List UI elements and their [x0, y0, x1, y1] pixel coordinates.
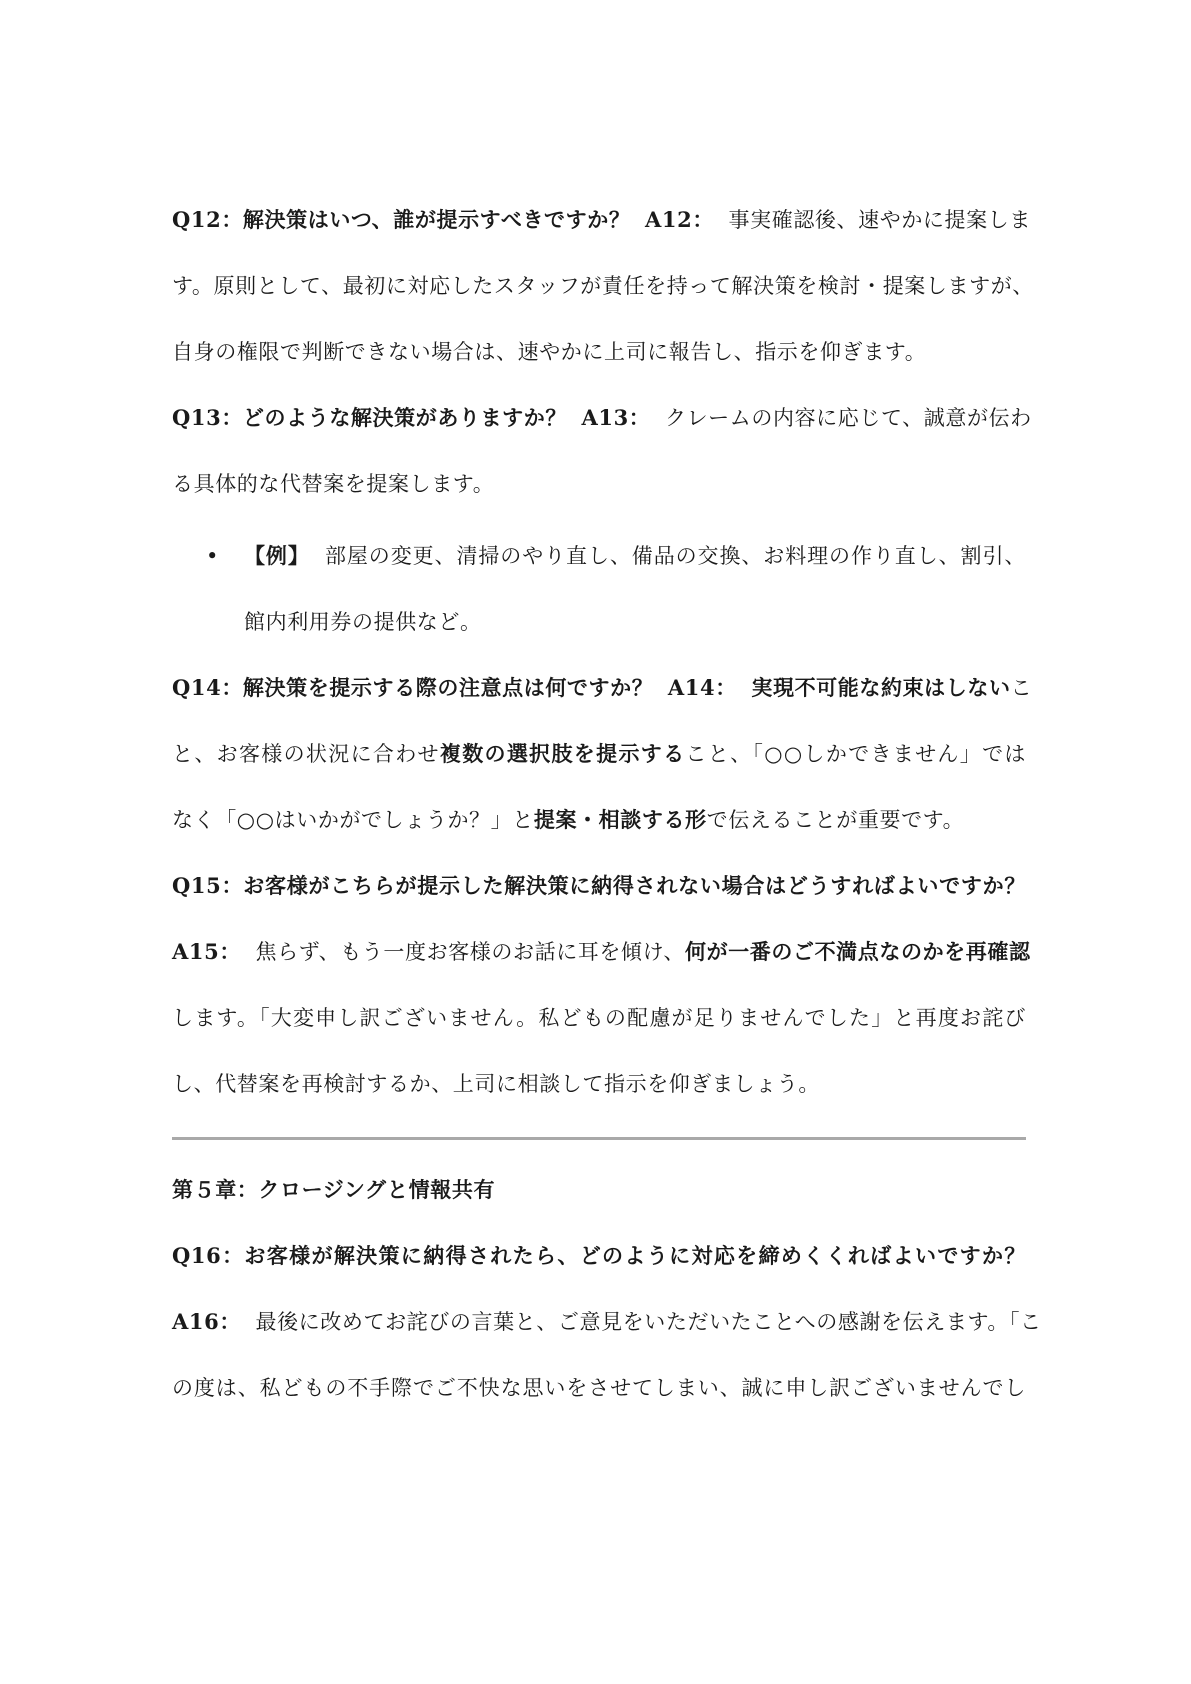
q15-line-3: し、代替案を再検討するか、上司に相談して指示を仰ぎましょう。 — [172, 1072, 820, 1096]
q12-answer-label: A12： — [645, 207, 714, 232]
bullet-dot: • — [206, 544, 219, 568]
q14-answer-tail: こ — [1010, 676, 1033, 700]
q12-question: Q12：解決策はいつ、誰が提示すべきですか？ — [172, 207, 631, 232]
q14-answer-bold: 実現不可能な約束はしない — [751, 675, 1011, 700]
q13-bullet-label: 【例】 — [244, 543, 310, 568]
q12-line-3: 自身の権限で判断できない場合は、速やかに上司に報告し、指示を仰ぎます。 — [172, 340, 927, 364]
q13-line-2: る具体的な代替案を提案します。 — [172, 472, 495, 496]
q14-text-bold-2: 提案・相談する形 — [533, 807, 707, 832]
q16-line-1 — [172, 1302, 1042, 1342]
q16-question: Q16：お客様が解決策に納得されたら、どのように対応を締めくくればよいですか？ — [172, 1243, 1026, 1268]
q15-line-2: します。「大変申し訳ございません。私どもの配慮が足りませんでした」と再度お詫び — [172, 1006, 1026, 1030]
q12-line-2: す。原則として、最初に対応したスタッフが責任を持って解決策を検討・提案しますが、 — [172, 274, 1034, 298]
q13-answer-text: クレームの内容に応じて、誠意が伝わ — [664, 406, 1032, 430]
q14-text-b: こと、「○○しかできません」では — [685, 742, 1026, 766]
q14-question: Q14：解決策を提示する際の注意点は何ですか？ — [172, 675, 654, 700]
q15-answer-bold: 何が一番のご不満点なのかを再確認 — [684, 939, 1031, 964]
q16-answer-label: A16： — [172, 1309, 241, 1334]
q12-line-1 — [172, 200, 1031, 240]
q16-line-2: の度は、私どもの不手際でご不快な思いをさせてしまい、誠に申し訳ございませんでし — [172, 1376, 1026, 1400]
q14-text-d: で伝えることが重要です。 — [706, 808, 965, 832]
q13-bullet-line-1 — [244, 536, 1026, 576]
q14-line-2 — [172, 734, 1026, 774]
section-divider — [172, 1137, 1026, 1140]
q14-line-1 — [172, 668, 1033, 708]
q14-text-a: と、お客様の状況に合わせ — [172, 742, 440, 766]
chapter-5-heading: 第５章：クロージングと情報共有 — [172, 1177, 496, 1202]
q15-question: Q15：お客様がこちらが提示した解決策に納得されない場合はどうすればよいですか？ — [172, 873, 1026, 898]
q14-line-3 — [172, 800, 1026, 840]
q14-answer-label: A14： — [667, 675, 737, 700]
q14-text-c: なく「○○はいかがでしょうか？」と — [172, 808, 534, 832]
q15-line-1 — [172, 932, 1031, 972]
q14-text-bold: 複数の選択肢を提示する — [439, 741, 686, 766]
q12-answer-text: 事実確認後、速やかに提案しま — [728, 208, 1031, 232]
q13-bullet-line-2: 館内利用券の提供など。 — [244, 610, 482, 634]
q13-bullet-text: 部屋の変更、清掃のやり直し、備品の交換、お料理の作り直し、割引、 — [324, 544, 1026, 568]
q13-line-1 — [172, 398, 1032, 438]
q13-answer-label: A13： — [581, 405, 651, 430]
q15-answer-label: A15： — [172, 939, 241, 964]
q16-answer-text: 最後に改めてお詫びの言葉と、ご意見をいただいたことへの感謝を伝えます。「こ — [255, 1310, 1042, 1334]
q15-answer-text: 焦らず、もう一度お客様のお話に耳を傾け、 — [255, 940, 685, 964]
q13-question: Q13：どのような解決策がありますか？ — [172, 405, 567, 430]
